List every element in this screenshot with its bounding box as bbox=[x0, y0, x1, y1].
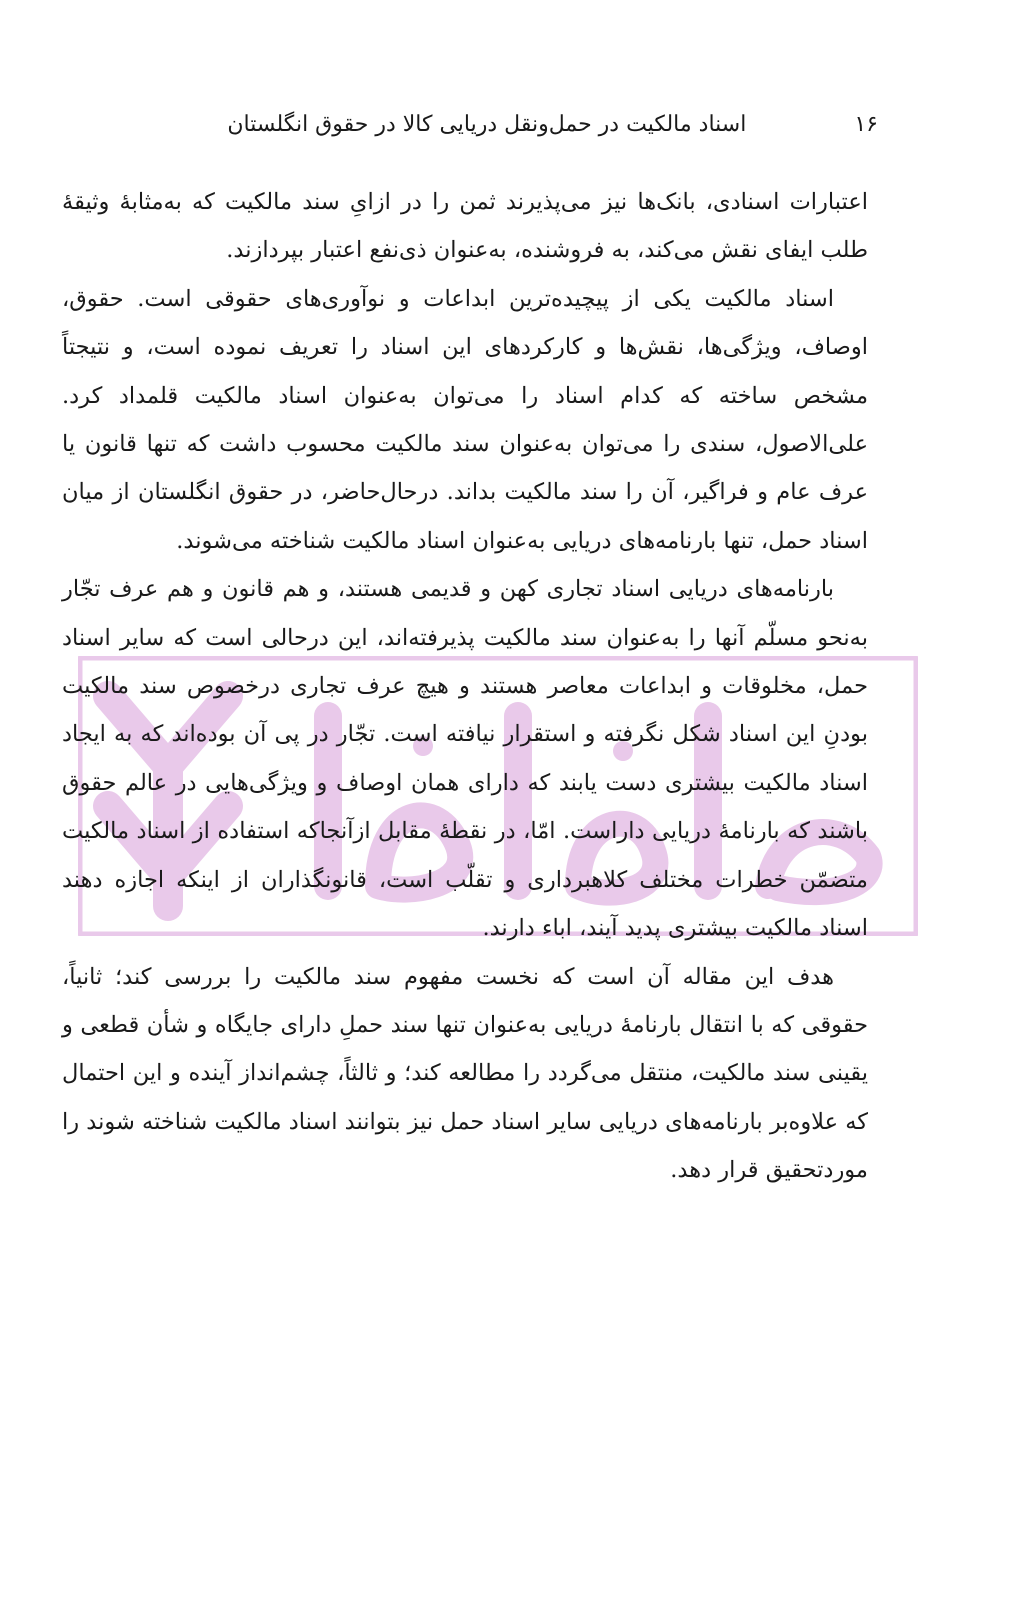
paragraph: اسناد مالکیت یکی از پیچیده‌ترین ابداعات و نوآوری‌های حقوقی است. حقوق، اوصاف، ویژگی‌ها، نقش‌ها و کارکردهای این اسناد را تعریف نموده است، و نتیجتاً مشخص ساخته که کدام اسناد را می‌توان به‌عنوان اسناد مالکیت قلمداد کرد. علی‌الاصول، سندی را می‌توان به‌عنوان سند مالکیت محسوب داشت که تنها قانون یا عرف عام و فراگیر، آن را سند مالکیت بداند. درحال‌حاضر، در حقوق انگلستان از میان اسناد حمل، تنها بارنامه‌های دریایی به‌عنوان اسناد مالکیت شناخته می‌شوند. bbox=[62, 285, 868, 554]
diamond-bullet-icon bbox=[781, 119, 791, 129]
running-title: اسناد مالکیت در حمل‌ونقل دریایی کالا در حقوق انگلستان bbox=[227, 111, 747, 137]
paragraph: هدف این مقاله آن است که نخست مفهوم سند مالکیت را بررسی کند؛ ثانیاً، حقوقی که با انتقال بارنامهٔ دریایی به‌عنوان تنها سند حملِ دارای جایگاه و شأن قطعی و یقینی سند مالکیت، منتقل می‌گردد را مطالعه کند؛ و ثالثاً، چشم‌انداز آینده و این احتمال که علاوه‌بر بارنامه‌های دریایی سایر اسناد حمل نیز بتوانند اسناد مالکیت شناخته شوند را موردتحقیق قرار دهد. bbox=[62, 963, 868, 1184]
paragraph-continuation: اعتبارات اسنادی، بانک‌ها نیز می‌پذیرند ثمن را در ازایِ سند مالکیت که به‌مثابهٔ وثیقهٔ طلب ایفای نقش می‌کند، به فروشنده، به‌عنوان ذی‌نفع اعتبار بپردازند. bbox=[62, 189, 868, 264]
page-number: ۱۶ bbox=[854, 111, 878, 137]
running-header bbox=[227, 104, 878, 144]
body-text bbox=[62, 178, 868, 1195]
paragraph: بارنامه‌های دریایی اسناد تجاری کهن و قدیمی هستند، و هم قانون و هم عرف تجّار به‌نحو مسلّم آنها را به‌عنوان سند مالکیت پذیرفته‌اند، این درحالی است که سایر اسناد حمل، مخلوقات و ابداعات معاصر هستند و هیچ عرف تجاری درخصوص سند مالکیت بودنِ این اسناد شکل نگرفته و استقرار نیافته است. تجّار در پی آن بوده‌اند که به ایجاد اسناد مالکیت بیشتری دست یابند که دارای همان اوصاف و ویژگی‌هایی در عالم حقوق باشند که بارنامهٔ دریایی داراست. امّا، در نقطهٔ مقابل ازآنجاکه استفاده از اسناد مالکیت متضمّن خطرات مختلف کلاهبرداری و تقلّب است، قانونگذاران از اینکه اجازه دهند اسناد مالکیت بیشتری پدید آیند، اباء دارند. bbox=[62, 576, 868, 942]
